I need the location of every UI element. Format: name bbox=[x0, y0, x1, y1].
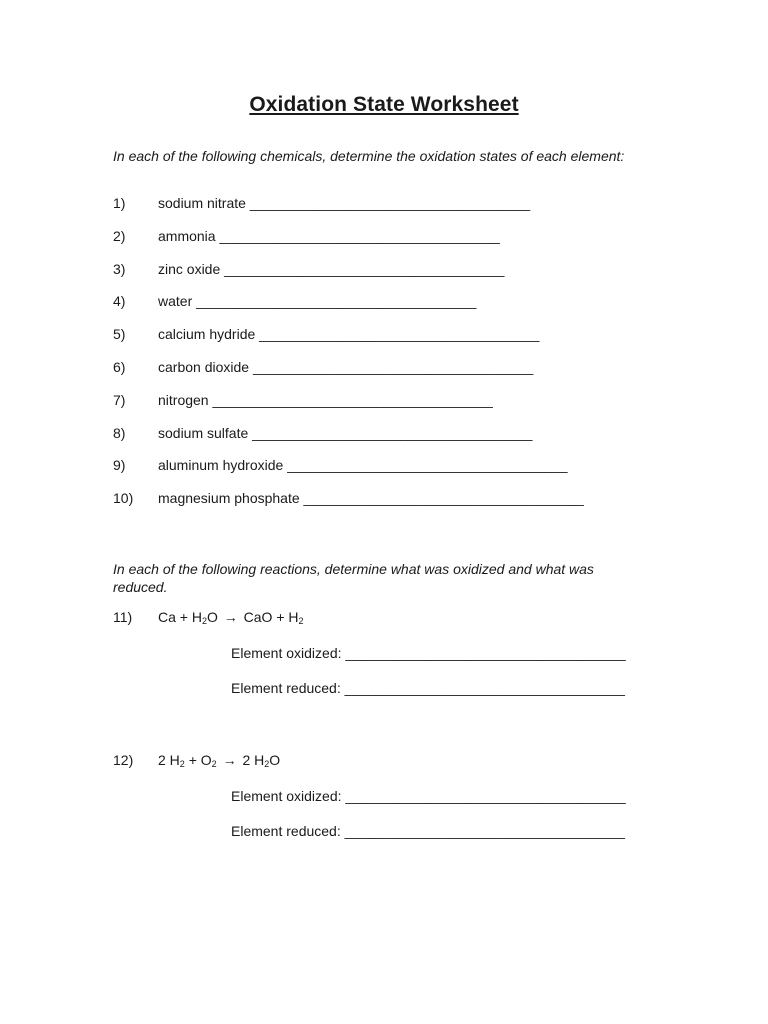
chemical-name: magnesium phosphate bbox=[158, 490, 300, 506]
section1-instructions: In each of the following chemicals, determine the oxidation states of each element: bbox=[113, 148, 625, 164]
question-number: 10) bbox=[113, 490, 134, 506]
arrow-icon: → bbox=[223, 609, 238, 625]
answer-blank[interactable]: ____________________________________ bbox=[259, 326, 540, 342]
section2-instructions: In each of the following reactions, determine what was oxidized and what was reduced. bbox=[113, 561, 594, 595]
subscript: 2 bbox=[298, 616, 304, 626]
question-6 bbox=[113, 358, 533, 376]
answer-blank[interactable]: ____________________________________ bbox=[224, 261, 505, 277]
equation-part: 2 H bbox=[242, 752, 265, 768]
chemical-name: sodium nitrate bbox=[158, 195, 246, 211]
question-7 bbox=[113, 391, 493, 409]
question-4 bbox=[113, 292, 476, 310]
subscript: 2 bbox=[264, 759, 270, 769]
question-number: 12) bbox=[113, 752, 134, 768]
subscript: 2 bbox=[211, 759, 217, 769]
answer-blank[interactable]: ____________________________________ bbox=[344, 823, 625, 839]
reduced-label: Element reduced: bbox=[231, 823, 341, 839]
question-10 bbox=[113, 489, 584, 507]
question-9 bbox=[113, 456, 568, 474]
question-1 bbox=[113, 194, 530, 212]
chemical-name: calcium hydride bbox=[158, 326, 256, 342]
subscript: 2 bbox=[201, 616, 207, 626]
question-2 bbox=[113, 227, 500, 245]
arrow-icon: → bbox=[222, 752, 237, 768]
question-8 bbox=[113, 424, 532, 442]
question-3 bbox=[113, 260, 504, 278]
reaction-equation bbox=[158, 609, 304, 625]
question-number: 7) bbox=[113, 392, 126, 408]
answer-blank[interactable]: ____________________________________ bbox=[345, 645, 626, 661]
answer-blank[interactable]: ____________________________________ bbox=[303, 490, 584, 506]
answer-blank[interactable]: ____________________________________ bbox=[219, 228, 500, 244]
question-number: 2) bbox=[113, 228, 126, 244]
question-number: 4) bbox=[113, 293, 126, 309]
oxidized-label: Element oxidized: bbox=[231, 645, 342, 661]
answer-blank[interactable]: ____________________________________ bbox=[345, 788, 626, 804]
answer-blank[interactable]: ____________________________________ bbox=[287, 457, 568, 473]
answer-blank[interactable]: ____________________________________ bbox=[196, 293, 477, 309]
reduced-label: Element reduced: bbox=[231, 680, 341, 696]
equation-part: + O bbox=[184, 752, 212, 768]
chemical-name: zinc oxide bbox=[158, 261, 221, 277]
reaction-11-reduced bbox=[231, 679, 625, 697]
reaction-12-oxidized bbox=[231, 787, 626, 805]
question-5 bbox=[113, 325, 539, 343]
reaction-11 bbox=[113, 608, 304, 626]
answer-blank[interactable]: ____________________________________ bbox=[252, 359, 534, 375]
question-number: 3) bbox=[113, 261, 126, 277]
reaction-11-oxidized bbox=[231, 644, 626, 662]
page-title: Oxidation State Worksheet bbox=[249, 93, 519, 116]
chemical-name: carbon dioxide bbox=[158, 359, 250, 375]
answer-blank[interactable]: ____________________________________ bbox=[344, 680, 625, 696]
question-number: 1) bbox=[113, 195, 126, 211]
answer-blank[interactable]: ____________________________________ bbox=[249, 195, 531, 211]
question-number: 8) bbox=[113, 425, 126, 441]
chemical-name: water bbox=[158, 293, 193, 309]
equation-part: Ca + H bbox=[158, 609, 202, 625]
chemical-name: ammonia bbox=[158, 228, 216, 244]
subscript: 2 bbox=[179, 759, 185, 769]
reaction-12 bbox=[113, 751, 280, 769]
chemical-name: aluminum hydroxide bbox=[158, 457, 284, 473]
answer-blank[interactable]: ____________________________________ bbox=[252, 425, 533, 441]
reaction-12-reduced bbox=[231, 822, 625, 840]
equation-part: O bbox=[269, 752, 281, 768]
reaction-equation bbox=[158, 752, 280, 768]
chemical-name: nitrogen bbox=[158, 392, 209, 408]
question-number: 6) bbox=[113, 359, 126, 375]
oxidized-label: Element oxidized: bbox=[231, 788, 342, 804]
chemical-name: sodium sulfate bbox=[158, 425, 249, 441]
question-number: 5) bbox=[113, 326, 126, 342]
question-number: 9) bbox=[113, 457, 126, 473]
equation-part: O bbox=[206, 609, 218, 625]
equation-part: 2 H bbox=[158, 752, 180, 768]
answer-blank[interactable]: ____________________________________ bbox=[212, 392, 493, 408]
question-number: 11) bbox=[113, 609, 133, 625]
equation-part: CaO + H bbox=[243, 609, 299, 625]
